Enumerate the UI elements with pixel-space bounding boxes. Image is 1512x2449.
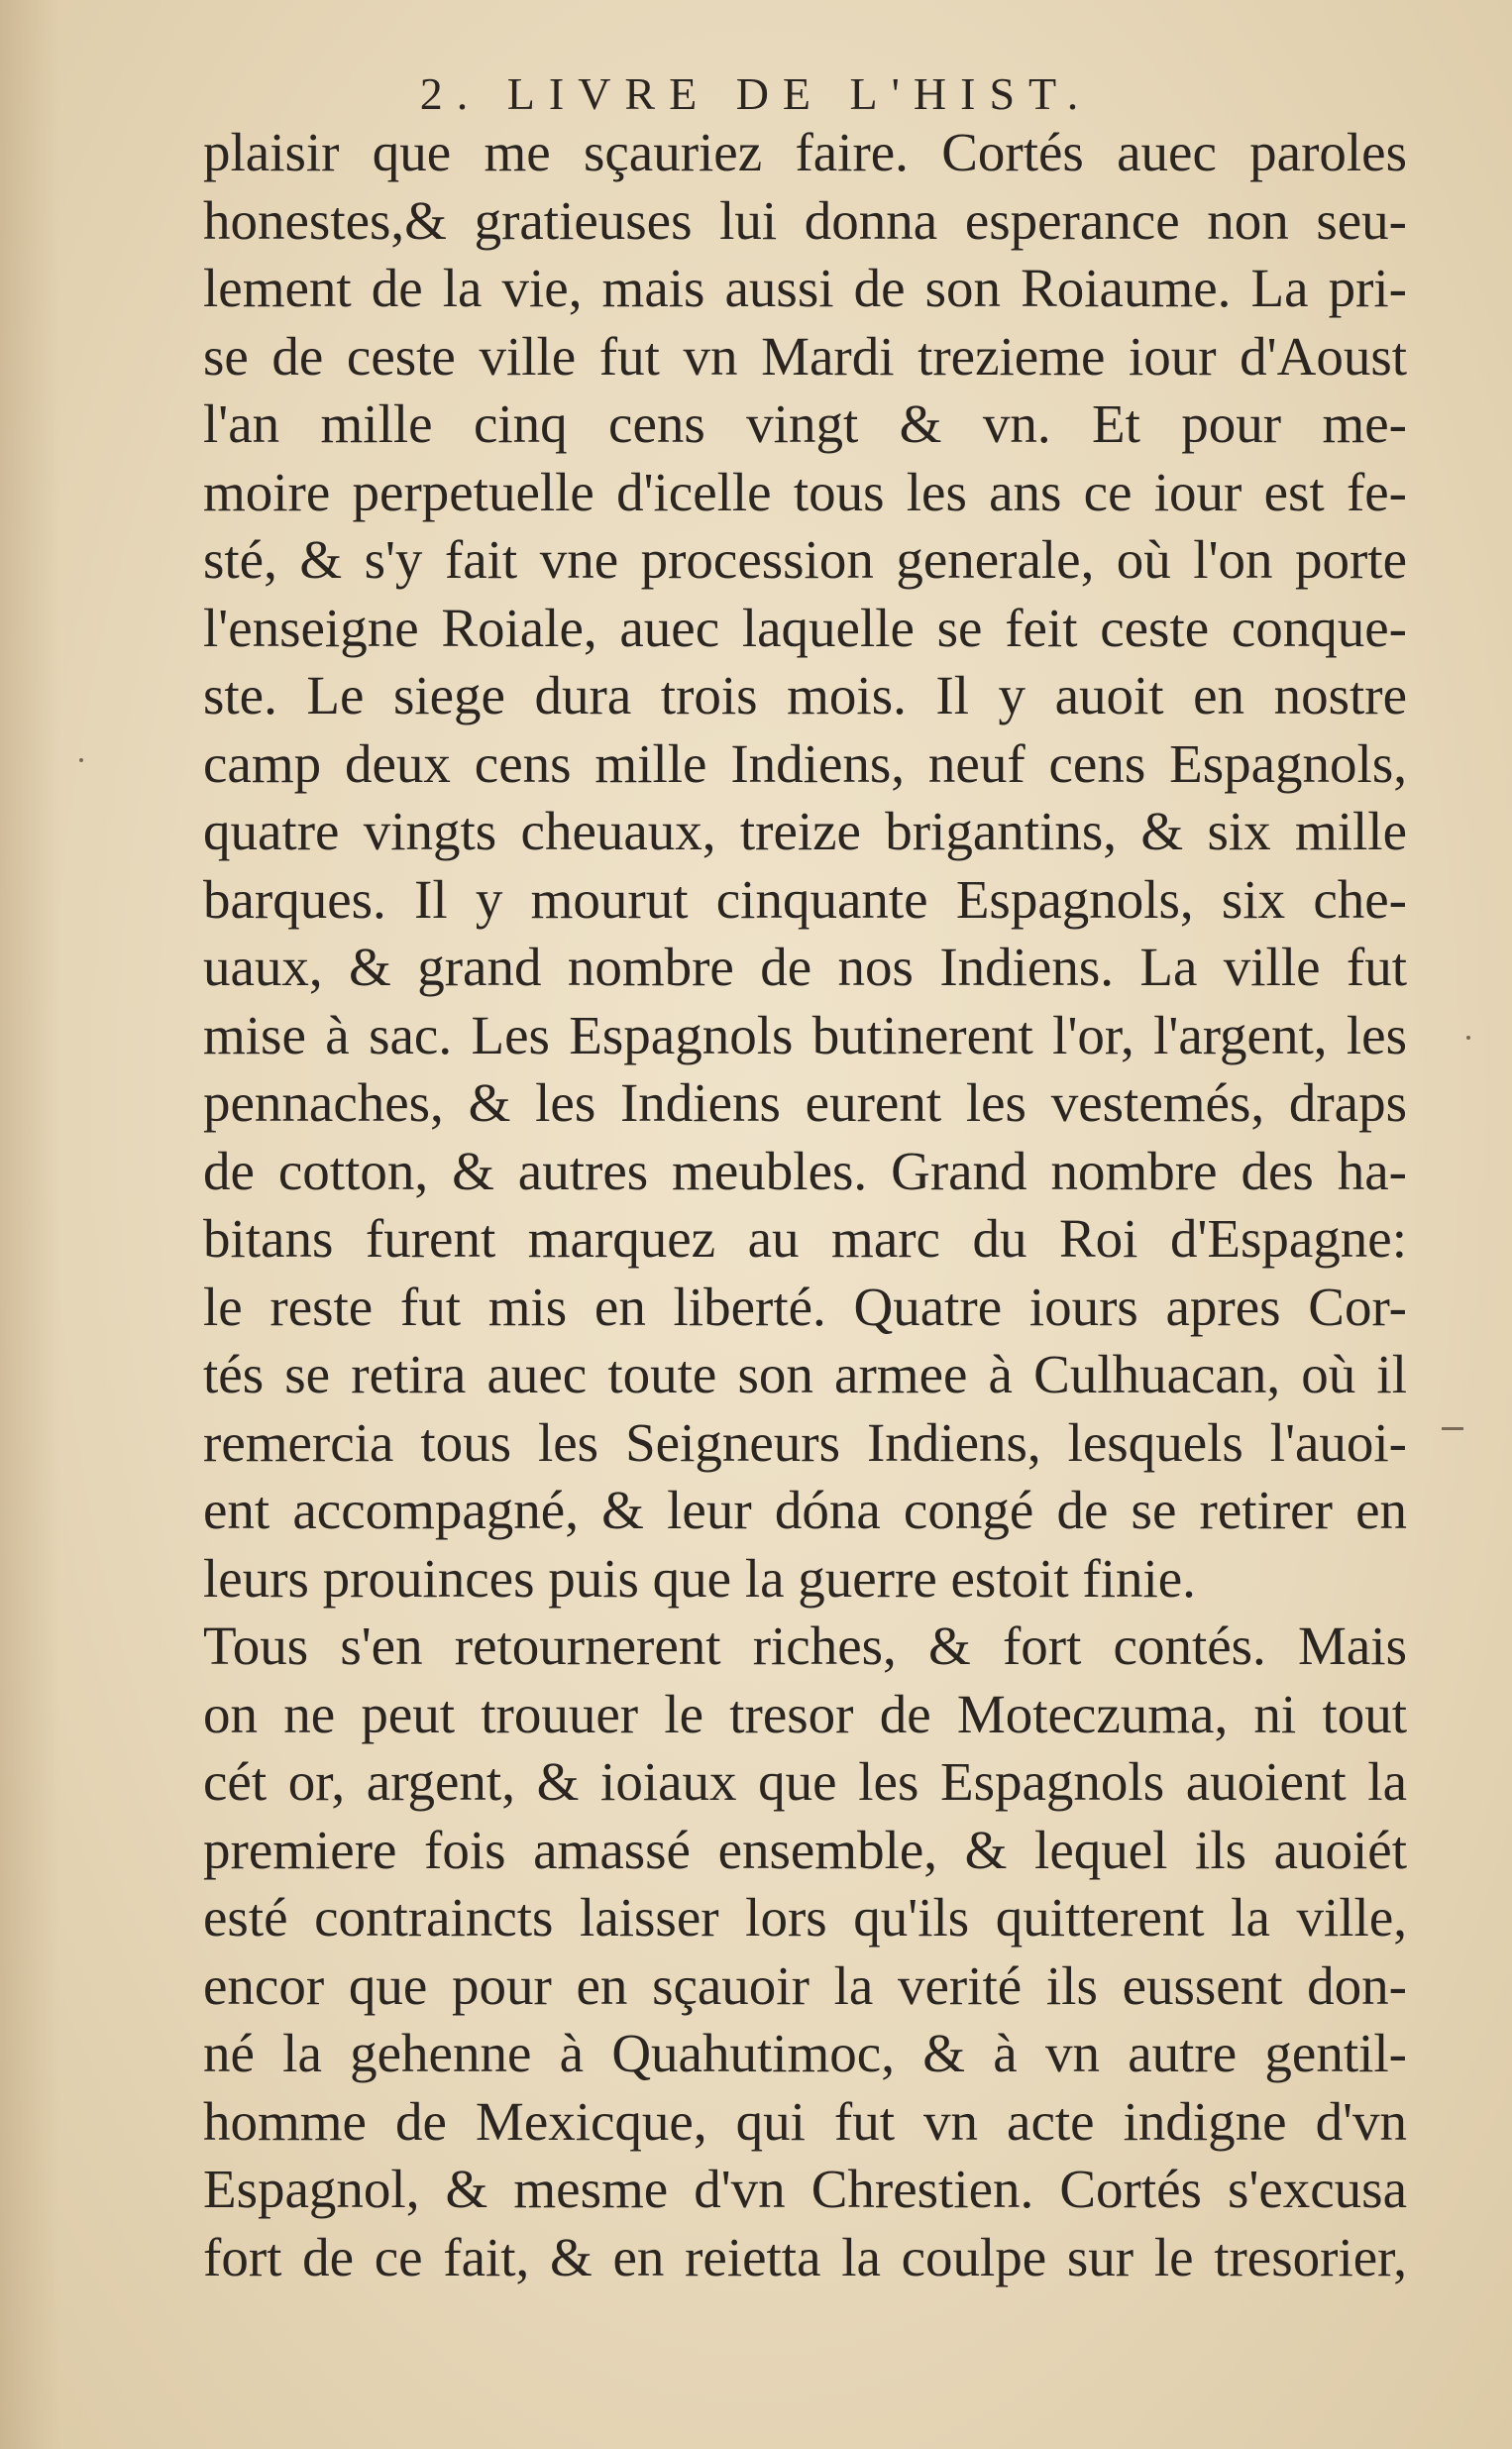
text-line: encor que pour en sçauoir la verité ils eussent don- — [203, 1954, 1407, 2016]
text-line: ent accompagné, & leur dóna congé de se retirer en — [203, 1480, 1407, 1540]
text-line: bitans furent marquez au marc du Roi d'Espagne: — [203, 1208, 1407, 1269]
text-line: Espagnol, & mesme d'vn Chrestien. Cortés s'excusa — [203, 2159, 1407, 2219]
text-line: sté, & s'y fait vne procession generale, où l'on porte — [203, 529, 1407, 590]
text-line: mise à sac. Les Espagnols butinerent l'or, l'argent, les — [203, 1004, 1407, 1065]
text-line: ste. Le siege dura trois mois. Il y auoit en nostre — [203, 665, 1407, 725]
text-line: plaisir que me sçauriez faire. Cortés auec paroles — [203, 122, 1407, 182]
text-line: lement de la vie, mais aussi de son Roiaume. La pri- — [203, 258, 1407, 318]
text-line: barques. Il y mourut cinquante Espagnols, six che- — [203, 868, 1407, 930]
margin-dash-mark — [1442, 1427, 1463, 1430]
margin-dot-mark — [79, 758, 83, 762]
text-line: se de ceste ville fut vn Mardi trezieme iour d'Aoust — [203, 325, 1407, 387]
text-line: esté contraincts laisser lors qu'ils quitterent la ville, — [203, 1887, 1407, 1948]
text-line: tés se retira auec toute son armee à Culhuacan, où il — [203, 1344, 1407, 1404]
text-line: moire perpetuelle d'icelle tous les ans ce iour est fe- — [203, 461, 1407, 522]
text-line: fort de ce fait, & en reietta la coulpe sur le tresorier, — [203, 2226, 1407, 2287]
text-line: pennaches, & les Indiens eurent les vestemés, draps — [203, 1072, 1407, 1133]
text-block — [203, 119, 1407, 2291]
text-line: de cotton, & autres meubles. Grand nombre des ha- — [203, 1140, 1407, 1201]
running-head: 2. LIVRE DE L'HIST. — [419, 68, 1093, 119]
text-line: camp deux cens mille Indiens, neuf cens Espagnols, — [203, 732, 1407, 794]
margin-dot-mark — [1466, 1036, 1470, 1040]
text-line: l'an mille cinq cens vingt & vn. Et pour me- — [203, 393, 1407, 454]
text-line: né la gehenne à Quahutimoc, & à vn autre gentil- — [203, 2023, 1407, 2083]
text-line: uaux, & grand nombre de nos Indiens. La ville fut — [203, 937, 1407, 997]
text-line: on ne peut trouuer le tresor de Moteczuma, ni tout — [203, 1683, 1407, 1744]
text-line: cét or, argent, & ioiaux que les Espagnols auoient la — [203, 1751, 1407, 1812]
text-line: quatre vingts cheuaux, treize brigantins, & six mille — [203, 801, 1407, 861]
text-line: leurs prouinces puis que la guerre estoit finie. — [203, 1547, 1196, 1609]
text-line: remercia tous les Seigneurs Indiens, lesquels l'auoi- — [203, 1411, 1407, 1473]
text-line: le reste fut mis en liberté. Quatre iours apres Cor- — [203, 1276, 1407, 1337]
text-line: Tous s'en retournerent riches, & fort contés. Mais — [203, 1615, 1407, 1676]
text-line: honestes,& gratieuses lui donna esperance non seu- — [203, 189, 1407, 251]
page-gutter-shadow — [0, 0, 59, 2449]
text-line: homme de Mexicque, qui fut vn acte indigne d'vn — [203, 2090, 1407, 2152]
text-line: premiere fois amassé ensemble, & lequel ils auoiét — [203, 1819, 1407, 1880]
text-line: l'enseigne Roiale, auec laquelle se feit ceste conque- — [203, 597, 1407, 658]
